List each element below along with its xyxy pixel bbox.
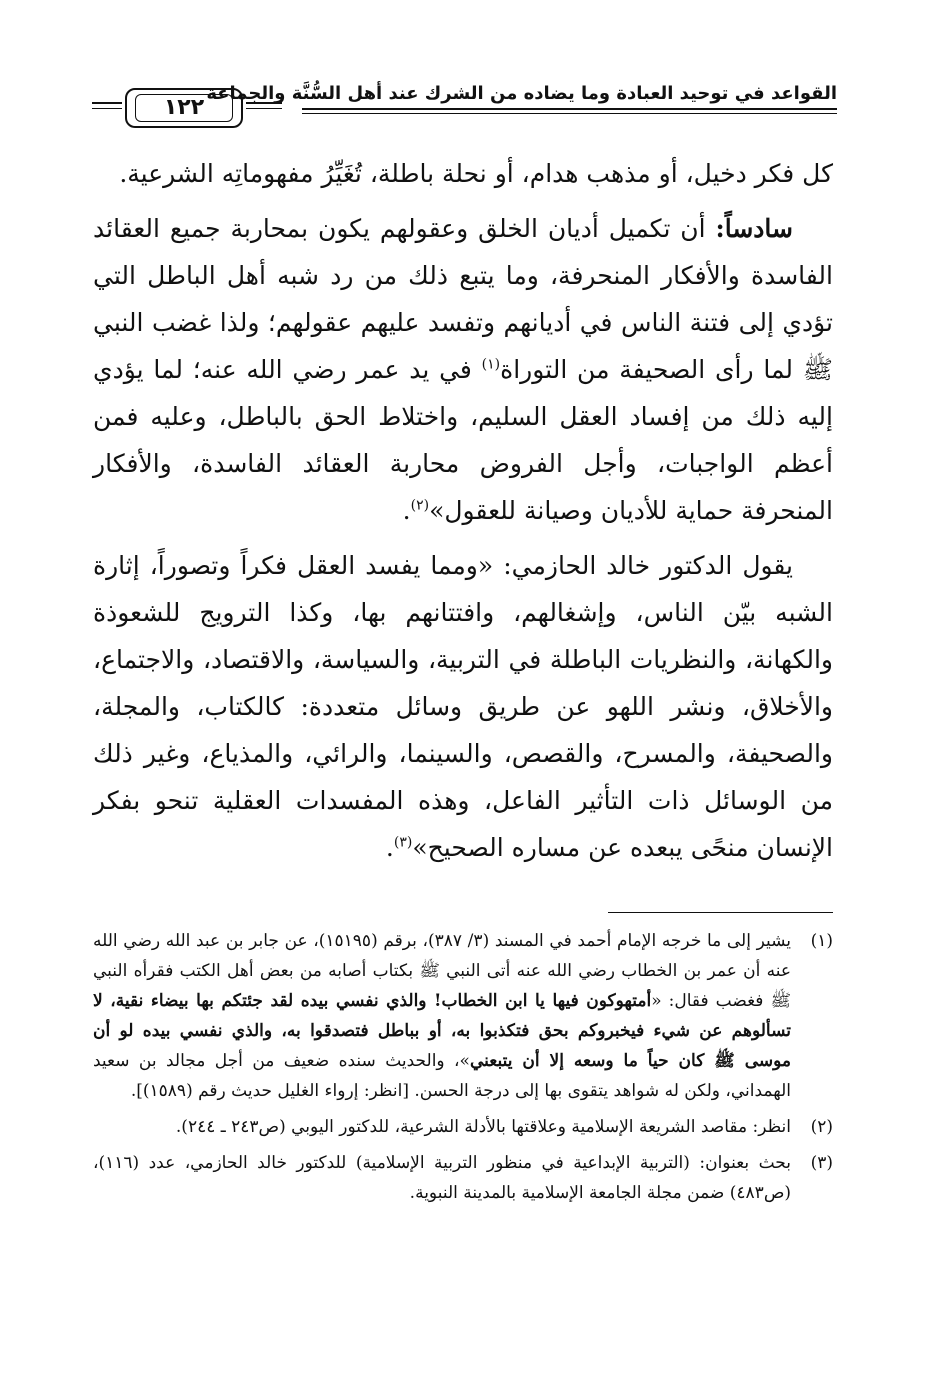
footnote-number: (١) <box>810 931 833 951</box>
paragraph <box>93 542 833 871</box>
footnote-number: (٣) <box>810 1153 833 1173</box>
footnote-text-part: »، والحديث سنده ضعيف من أجل مجالد بن سعيد الهمداني، ولكن له شواهد يتقوى بها إلى درجة الحسن. [انظر: إرواء الغليل حديث رقم (١٥٨٩)]. <box>93 1051 791 1101</box>
page-number-ornament <box>92 88 282 130</box>
ornament-line <box>246 102 282 104</box>
paragraph-text: أن تكميل أديان الخلق وعقولهم يكون بمحاربة جميع العقائد الفاسدة والأفكار المنحرفة، وما يتبع ذلك من رد شبه أهل الباطل التي تؤدي إلى فتنة الناس في أديانهم وتفسد عليهم عقولهم؛ ولذا غضب النبي ﷺ لما رأى الصحيفة من التوراة <box>93 214 834 384</box>
book-title: القواعد في توحيد العبادة وما يضاده من الشرك عند أهل السُّنَّة والجماعة <box>206 83 837 104</box>
paragraph-text: في يد عمر رضي الله عنه؛ لما يؤدي إليه ذلك من إفساد العقل السليم، واختلاط الحق بالباطل، وعليه فمن أعظم الواجبات، وأجل الفروض محاربة العقائد الفاسدة، والأفكار المنحرفة حماية للأديان وصيانة للعقول» <box>93 355 833 525</box>
footnote-text: بحث بعنوان: (التربية الإبداعية في منظور التربية الإسلامية) للدكتور خالد الحازمي، عدد (١١٦)، (ص٤٨٣) ضمن مجلة الجامعة الإسلامية بالمدينة النبوية. <box>93 1153 791 1203</box>
sentence-end: . <box>385 833 394 862</box>
point-heading: سادساً: <box>715 214 793 243</box>
footnote-text-part: يشير إلى ما خرجه الإمام أحمد في المسند (٣/ ٣٨٧)، برقم (١٥١٩٥)، عن جابر بن عبد الله رضي الله عنه أن عمر بن الخطاب رضي الله عنه أتى النبي ﷺ بكتاب أصابه من بعض أهل الكتب فقرأه النبي ﷺ فغضب فقال: « <box>93 931 791 1011</box>
footnote-number: (٢) <box>810 1117 833 1137</box>
paragraph-text: كل فكر دخيل، أو مذهب هدام، أو نحلة باطلة، تُغَيِّرُ مفهوماتِه الشرعية. <box>119 159 833 188</box>
paragraph-text: يقول الدكتور خالد الحازمي: «ومما يفسد العقل فكراً وتصوراً، إثارة الشبه بيّن الناس، وإشغالهم، وافتتانهم بها، وكذا الترويج للشعوذة والكهانة، والنظريات الباطلة في التربية، والسياسة، والاقتصاد، والاجتماع، والأخلاق، ونشر اللهو عن طريق وسائل متعددة: كالكتاب، والمجلة، والصحيفة، والمسرح، والقصص، والسينما، والرائي، والمذياع، وغير ذلك من الوسائل ذات التأثير الفاعل، وهذه المفسدات العقلية تنحو بفكر الإنسان منحًى يبعده عن مساره الصحيح» <box>93 551 833 862</box>
header-rule <box>302 108 837 110</box>
hadith-quote: أمتهوكون فيها يا ابن الخطاب! والذي نفسي بيده لقد جئتكم بها بيضاء نقية، لا تسألوهم عن شيء فيخبروكم بحق فتكذبوا به، أو بباطل فتصدقوا به، والذي نفسي بيده لو أن موسى ﷺ كان حياً ما وسعه إلا أن يتبعني <box>93 991 791 1071</box>
body-text <box>93 150 833 871</box>
footnote-text: انظر: مقاصد الشريعة الإسلامية وعلاقتها بالأدلة الشرعية، للدكتور اليوبي (ص٢٤٣ ـ ٢٤٤). <box>175 1117 791 1137</box>
footnote <box>93 926 833 1106</box>
ornament-line <box>92 102 122 104</box>
footnote <box>93 1112 833 1142</box>
page-number: ١٢٢ <box>125 88 243 128</box>
footnote-ref[interactable]: (٣) <box>393 834 413 851</box>
running-header <box>92 58 837 138</box>
sentence-end: . <box>402 496 411 525</box>
header-rule-thin <box>302 113 837 114</box>
footnote <box>93 1148 833 1208</box>
paragraph <box>93 150 833 197</box>
paragraph <box>93 205 833 534</box>
footnote-text <box>93 926 791 1106</box>
footnote-ref[interactable]: (٢) <box>410 497 430 514</box>
footnotes <box>93 926 833 1214</box>
footnote-separator <box>608 912 833 913</box>
ornament-line <box>246 108 282 109</box>
footnote-ref[interactable]: (١) <box>481 356 501 373</box>
ornament-line <box>92 108 122 109</box>
